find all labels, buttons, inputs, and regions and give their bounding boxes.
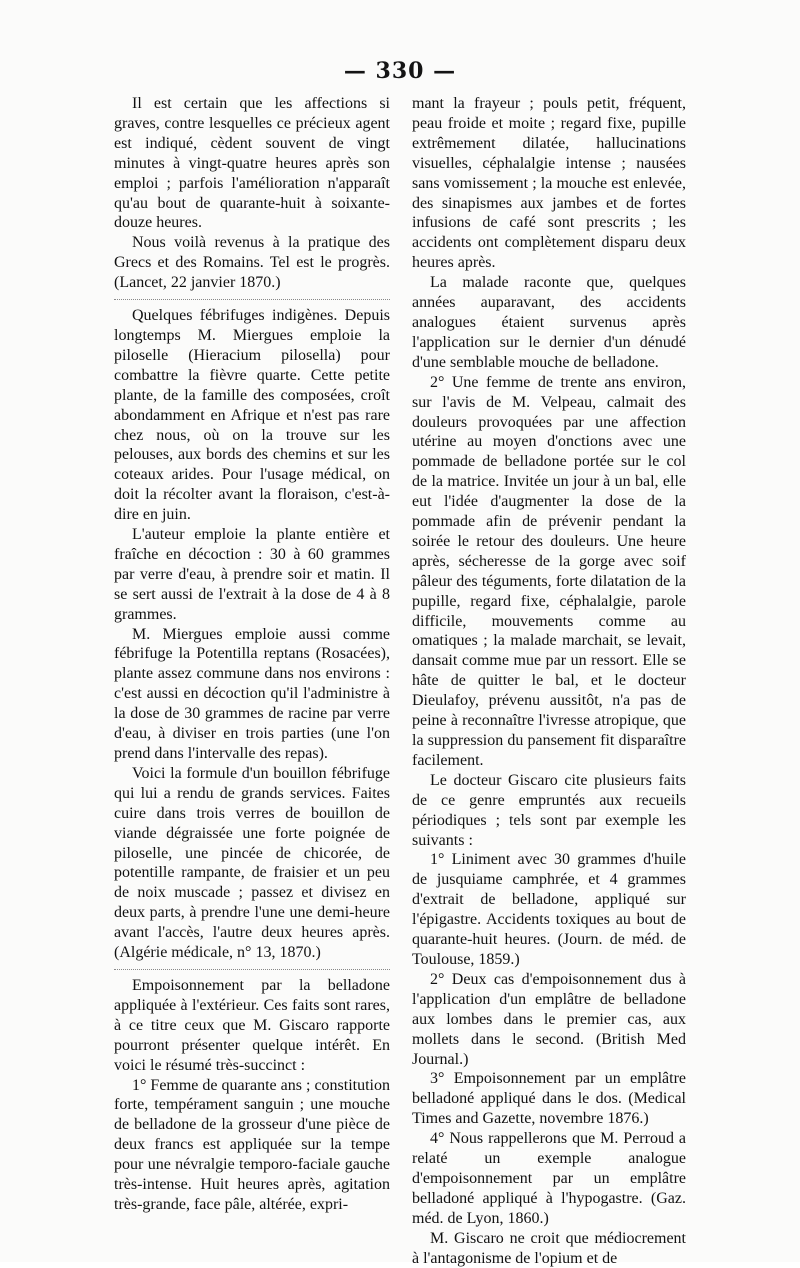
paragraph-previous-accidents: La malade raconte que, quelques années auparavant, des accidents analogues étaient survenus après l'application sur le dernier d'un dénudé d'une semblable mouche de belladone. <box>412 274 686 371</box>
paragraph-bouillon-formula: Voici la formule d'un bouillon fébrifuge qui lui a rendu de grands services. Faites cuire dans trois verres de bouillon de viande dégraissée une forte poignée de piloselle, une pincée de chicorée, de potentille rampante, de fraisier et un peu de noix muscade ; passez et divisez en deux parts, à prendre l'une une demi-heure avant l'accès, l'autre deux heures après. (Algérie médicale, n° 13, 1870.) <box>114 764 390 962</box>
left-column <box>114 94 390 1215</box>
paragraph-case-one-continued: mant la frayeur ; pouls petit, fréquent, peau froide et moite ; regard fixe, pupille extrêmement dilatée, hallucinations visuelles, céphalalgie intense ; nausées sans vomissement ; la mouche est enlevée, des sinapismes aux jambes et de fortes infusions de café sont prescrits ; les accidents ont complètement disparu deux heures après. <box>412 95 686 272</box>
section-divider <box>114 299 390 302</box>
paragraph-belladone-effects: Il est certain que les affections si graves, contre lesquelles ce précieux agent est indiqué, cèdent souvent de vingt minutes à vingt-quatre heures après son emploi ; parfois l'amélioration n'apparaît qu'au bout de quarante-huit à soixante-douze heures. <box>114 95 390 232</box>
paragraph-case-two: 2° Une femme de trente ans environ, sur l'avis de M. Velpeau, calmait des douleurs provoquées par une affection utérine au moyen d'onctions avec une pommade de belladone portée sur le col de la matrice. Invitée un jour à un bal, elle eut l'idée d'augmenter la dose de la pommade afin de prévenir pendant la soirée le retour des douleurs. Une heure après, sécheresse de la gorge avec soif pâleur des téguments, forte dilatation de la pupille, regard fixe, céphalalgie, parole difficile, mouvements comme au omatiques ; la malade marchait, se levait, dansait comme mue par un ressort. Elle se hâte de quitter le bal, et le docteur Dieulafoy, prévenu aussitôt, n'a pas de peine à reconnaître l'ivresse atropique, que la suppression du pansement fit disparaître facilement. <box>412 373 686 769</box>
paragraph-giscaro-cites: Le docteur Giscaro cite plusieurs faits de ce genre empruntés aux recueils périodiques ; tels sont par exemple les suivants : <box>412 771 686 849</box>
paragraph-antagonisme: M. Giscaro ne croit que médiocrement à l'antagonisme de l'opium et de <box>412 1229 686 1267</box>
page-number: — 330 — <box>343 58 457 84</box>
paragraph-case-one: 1° Femme de quarante ans ; constitution forte, tempérament sanguin ; une mouche de belladone de la grosseur d'une pièce de deux francs est appliquée sur la tempe pour une névralgie temporo-faciale gauche très-intense. Huit heures après, agitation très-grande, face pâle, altérée, expri- <box>114 1076 390 1213</box>
paragraph-liniment: 1° Liniment avec 30 grammes d'huile de jusquiame camphrée, et 4 grammes d'extrait de belladone, appliqué sur l'épigastre. Accidents toxiques au bout de quarante-huit heures. (Journ. de méd. de Toulouse, 1859.) <box>412 851 686 968</box>
paragraph-decoction: L'auteur emploie la plante entière et fraîche en décoction : 30 à 60 grammes par verre d'eau, à prendre soir et matin. Il se sert aussi de l'extrait à la dose de 4 à 8 grammes. <box>114 526 390 623</box>
paragraph-febrifuges-heading: Quelques fébrifuges indigènes. Depuis longtemps M. Miergues emploie la piloselle (Hieracium pilosella) pour combattre la fièvre quarte. Cette petite plante, de la famille des composées, croît abondamment en Afrique et n'est pas rare chez nous, où on la trouve sur les pelouses, aux bords des chemins et sur les coteaux arides. Pour l'usage médical, on doit la récolter avant la floraison, c'est-à-dire en juin. <box>114 307 390 524</box>
paragraph-emplatre-dos: 3° Empoisonnement par un emplâtre belladoné appliqué dans le dos. (Medical Times and Gazette, novembre 1876.) <box>412 1070 686 1128</box>
paragraph-perroud: 4° Nous rappellerons que M. Perroud a relaté un exemple analogue d'empoisonnement par un emplâtre belladoné appliqué à l'hypogastre. (Gaz. méd. de Lyon, 1860.) <box>412 1130 686 1227</box>
paragraph-potentilla: M. Miergues emploie aussi comme fébrifuge la Potentilla reptans (Rosacées), plante assez commune dans nos environs : c'est aussi en décoction qu'il l'administre à la dose de 30 grammes de racine par verre d'eau, à diviser en trois parties (une l'on prend dans l'intervalle des repas). <box>114 625 390 762</box>
section-divider <box>114 969 390 972</box>
paragraph-two-cases: 2° Deux cas d'empoisonnement dus à l'application d'un emplâtre de belladone aux lombes dans le premier cas, aux mollets dans le second. (British Med Journal.) <box>412 970 686 1068</box>
right-column <box>412 94 686 1268</box>
paragraph-lancet-note: Nous voilà revenus à la pratique des Grecs et des Romains. Tel est le progrès. (Lancet, 22 janvier 1870.) <box>114 234 390 292</box>
paragraph-empoisonnement-heading: Empoisonnement par la belladone appliquée à l'extérieur. Ces faits sont rares, à ce titre ceux que M. Giscaro rapporte pourront présenter quelque intérêt. En voici le résumé très-succinct : <box>114 976 390 1074</box>
